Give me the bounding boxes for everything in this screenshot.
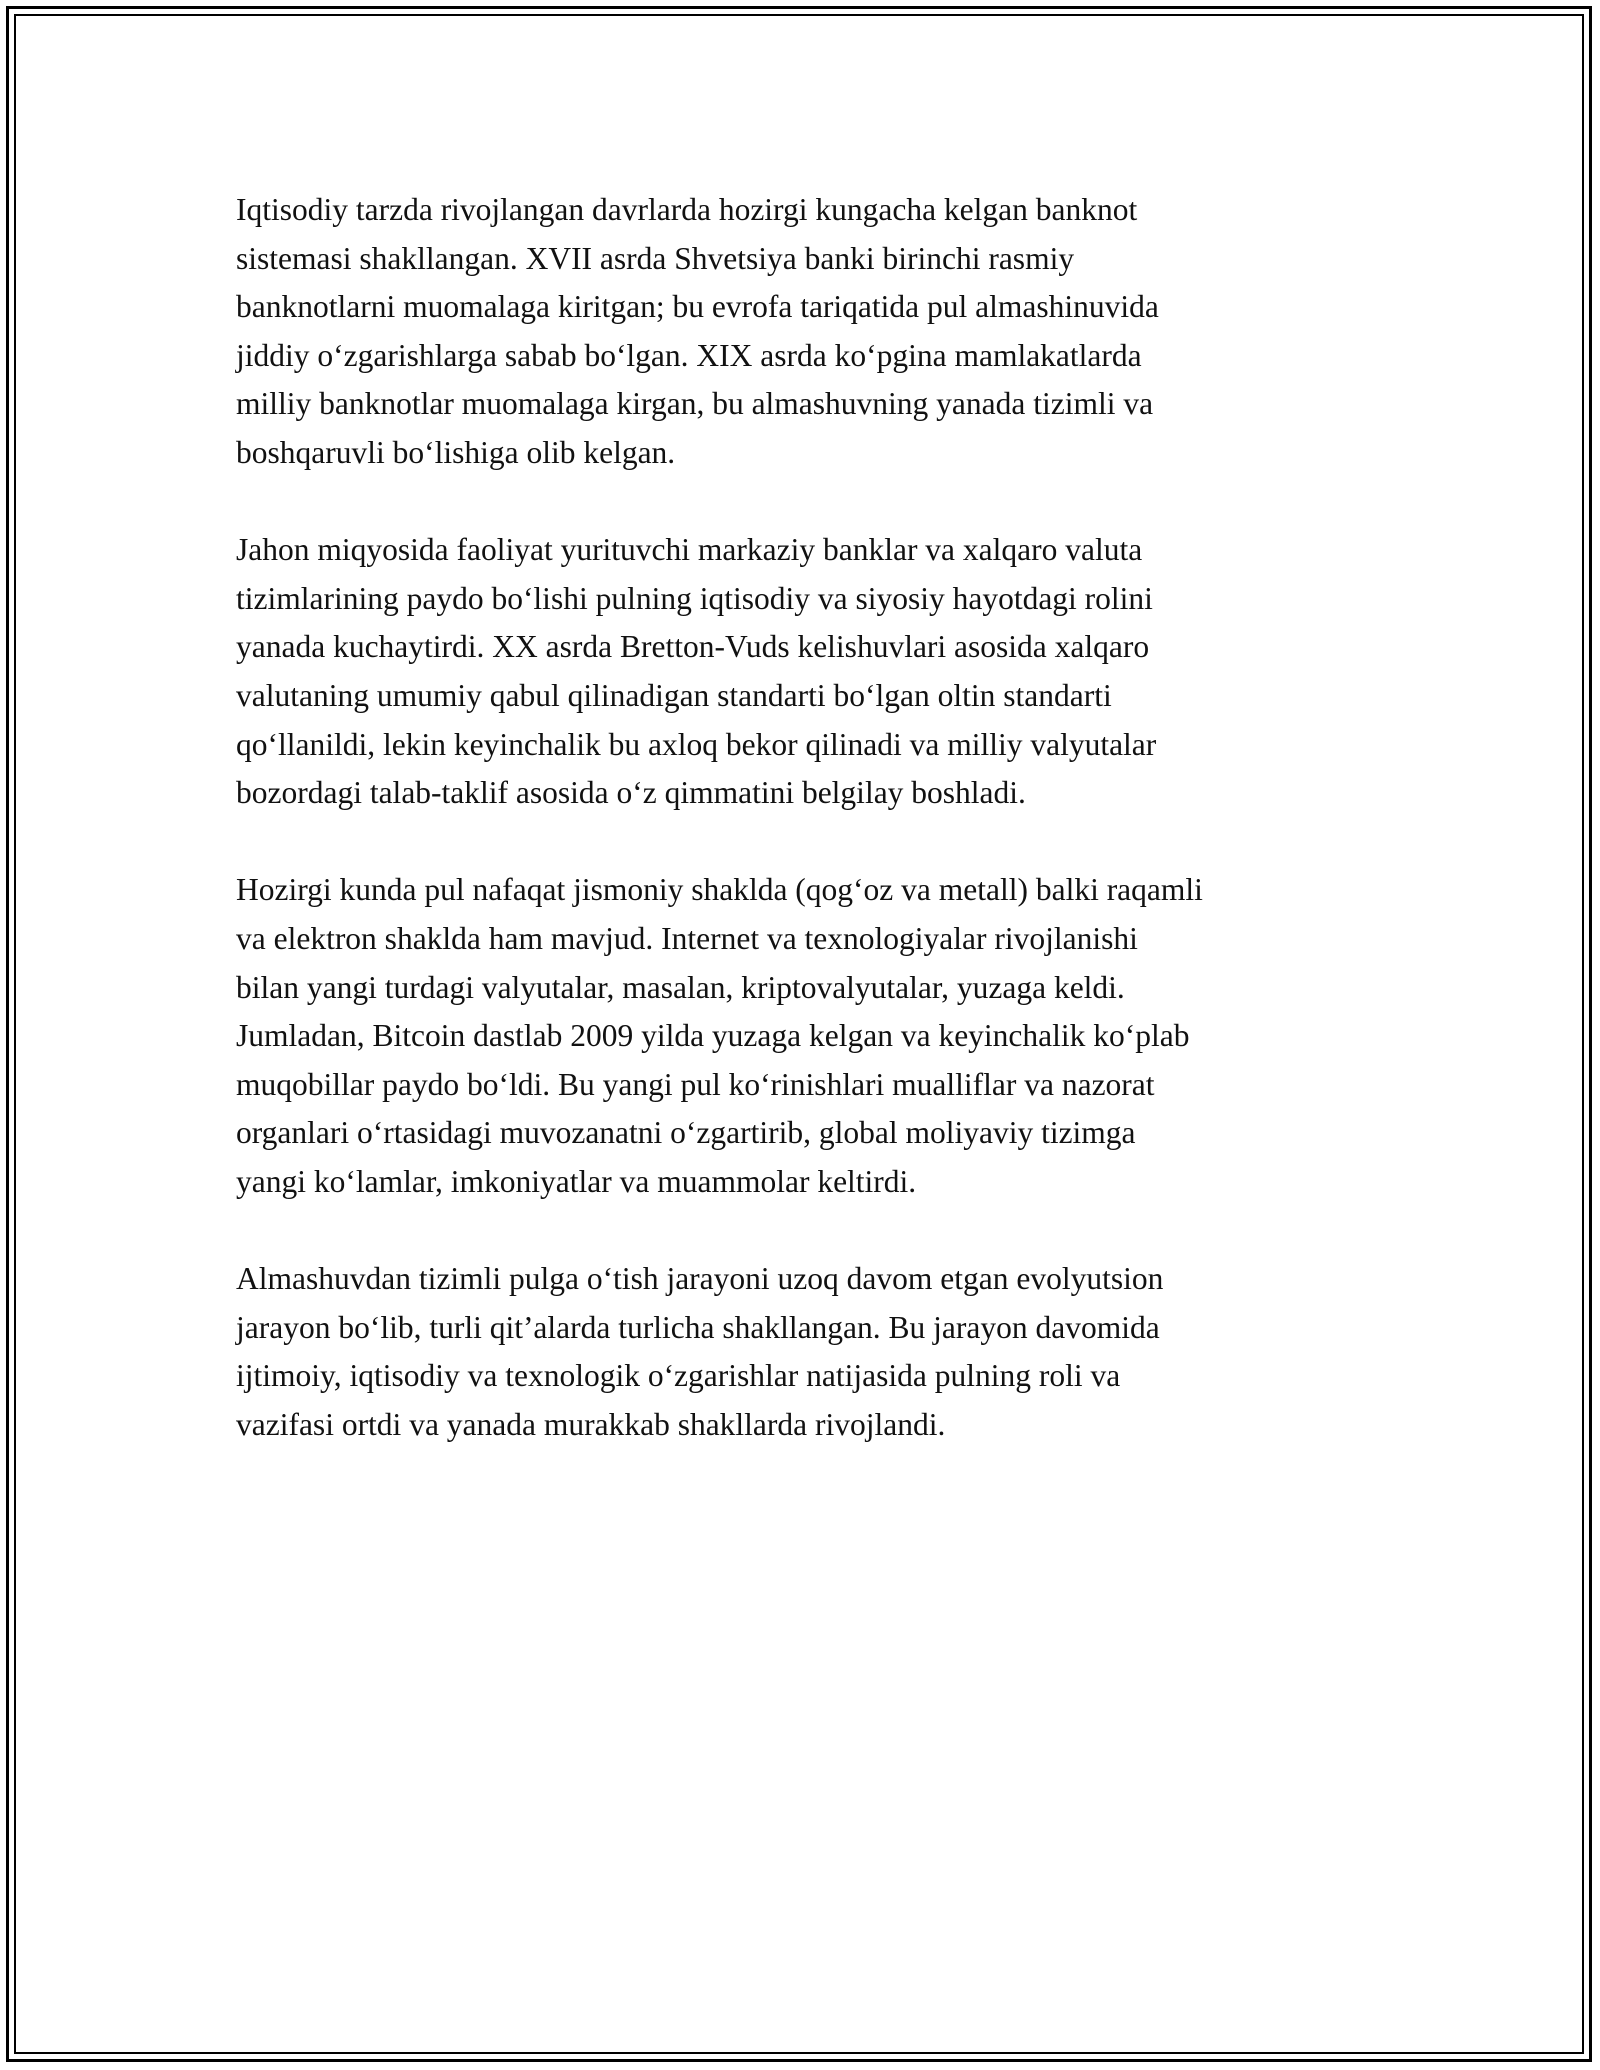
text-line: yangi koʻlamlar, imkoniyatlar va muammolar keltirdi. — [236, 1163, 917, 1199]
text-line: muqobillar paydo boʻldi. Bu yangi pul koʻrinishlari mualliflar va nazorat — [236, 1066, 1155, 1102]
text-line: jarayon boʻlib, turli qitʼalarda turlicha shakllangan. Bu jarayon davomida — [236, 1309, 1160, 1345]
text-line: banknotlarni muomalaga kiritgan; bu evrofa tariqatida pul almashinuvida — [236, 289, 1159, 325]
text-line: ijtimoiy, iqtisodiy va texnologik oʻzgarishlar natijasida pulning roli va — [236, 1358, 1121, 1394]
text-line: jiddiy oʻzgarishlarga sabab boʻlgan. XIX asrda koʻpgina mamlakatlarda — [236, 337, 1142, 373]
paragraph-central-banks — [236, 526, 1376, 818]
text-line: Iqtisodiy tarzda rivojlangan davrlarda hozirgi kungacha kelgan banknot — [236, 192, 1138, 227]
text-line: bilan yangi turdagi valyutalar, masalan, kriptovalyutalar, yuzaga keldi. — [236, 969, 1125, 1005]
text-line: Jahon miqyosida faoliyat yurituvchi markaziy banklar va xalqaro valuta — [236, 532, 1143, 568]
text-line: Almashuvdan tizimli pulga oʻtish jarayoni uzoq davom etgan evolyutsion — [236, 1261, 1164, 1297]
text-line: qoʻllanildi, lekin keyinchalik bu axloq bekor qilinadi va milliy valyutalar — [236, 726, 1157, 762]
text-line: bozordagi talab-taklif asosida oʻz qimmatini belgilay boshladi. — [236, 775, 1026, 811]
text-line: organlari oʻrtasidagi muvozanatni oʻzgartirib, global moliyaviy tizimga — [236, 1115, 1136, 1151]
text-line: yanada kuchaytirdi. XX asrda Bretton-Vuds kelishuvlari asosida xalqaro — [236, 629, 1150, 665]
text-line: va elektron shaklda ham mavjud. Internet va texnologiyalar rivojlanishi — [236, 920, 1138, 956]
text-line: boshqaruvli boʻlishiga olib kelgan. — [236, 434, 676, 470]
text-line: vazifasi ortdi va yanada murakkab shakllarda rivojlandi. — [236, 1406, 946, 1442]
paragraph-evolution — [236, 1255, 1376, 1449]
text-line: Jumladan, Bitcoin dastlab 2009 yilda yuzaga kelgan va keyinchalik koʻplab — [236, 1018, 1190, 1054]
paragraph-banknote-history — [236, 186, 1376, 478]
document-body — [236, 186, 1376, 1498]
text-line: Hozirgi kunda pul nafaqat jismoniy shaklda (qogʻoz va metall) balki raqamli — [236, 872, 1203, 908]
text-line: sistemasi shakllangan. XVII asrda Shvetsiya banki birinchi rasmiy — [236, 240, 1075, 276]
text-line: tizimlarining paydo boʻlishi pulning iqtisodiy va siyosiy hayotdagi rolini — [236, 580, 1153, 616]
text-line: valutaning umumiy qabul qilinadigan standarti boʻlgan oltin standarti — [236, 677, 1112, 713]
paragraph-digital-money — [236, 866, 1376, 1206]
text-line: milliy banknotlar muomalaga kirgan, bu almashuvning yanada tizimli va — [236, 386, 1154, 422]
